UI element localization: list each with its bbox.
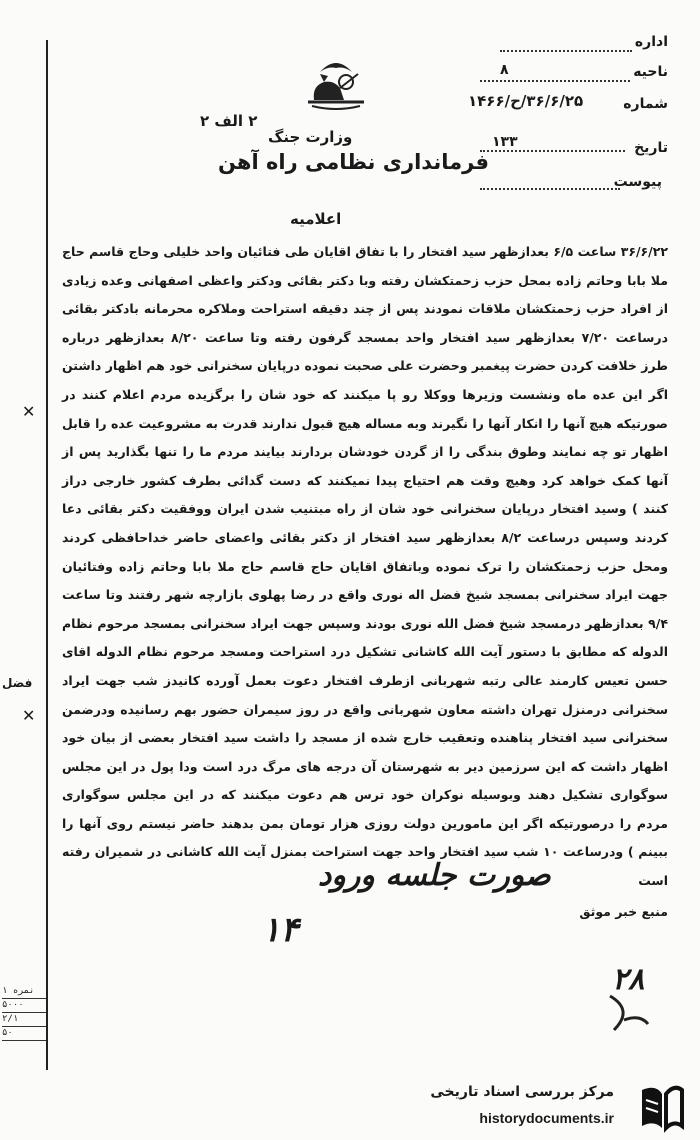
attachment-label: پیوست — [613, 174, 662, 190]
section-value: ۸ — [500, 62, 509, 78]
margin-x-mark-icon: ✕ — [22, 706, 36, 725]
handwritten-flourish-icon — [604, 990, 654, 1034]
stamp-line: ۵۰۰۰ — [2, 999, 46, 1013]
section-label: ناحیه — [633, 64, 668, 80]
date-label: تاریخ — [634, 140, 668, 156]
department-line — [500, 50, 632, 52]
notice-title: اعلامیه — [290, 210, 342, 228]
department-label: اداره — [634, 34, 668, 50]
archive-logo-icon — [632, 1080, 688, 1134]
stamp-box — [2, 985, 46, 1041]
corner-number: ۲۸ — [612, 962, 645, 997]
number-label: شماره — [623, 96, 668, 112]
ministry-title: وزارت جنگ — [268, 128, 353, 146]
date-value: ۱۳۳ — [492, 134, 518, 150]
body-paragraph: ۳۶/۶/۲۲ ساعت ۶/۵ بعدازظهر سید افتخار را با تفاق اقایان طی فتائیان واحد خلیلی وحاج قاسم حاج ملا بابا وحاتم زاده بمحل حزب زحمتکشان رفته وبا دکتر بقائی ودکتر واعظی اصفهانی وعده زیادی از افراد حزب زحمتکشان ملاقات نمودند پس از چند دقیقه استراحت وملاکره محرمانه بادکتر بقائی درساعت ۷/۲۰ بعدازظهر سید افتخار واحد بمسجد گرفون رفته وتا ساعت ۸/۲۰ بعدازظهر درباره طرز خلافت کردن حضرت پیغمبر وحضرت علی صحبت نموده درپایان سخنرانی خود هم اظهار داشتن اگر این عده ماه ونشست وزیرها ووکلا رو پا میکنند که خود شان را برگزیده مردم اعلام کنند در صورتیکه هیچ آنها را انکار آنها را نگیرند وبه مساله هیچ قبول ندارند قدرت به مشروعیت عده را قابل اظهار تو چه نمایند وطوق بندگی را از گردن خودشان بردارند بیایند مردم ما را تنها بگذارید پس از آنها کمک خواهد کرد وهیچ وقت هم احتیاج پیدا نمیکنند که دست گدائی بطرف کشور خارجی دراز کنند ) وسید افتخار درپایان سخنرانی خود شان از راه مبتنیب شدن ایران ووفقیت دکتر بقائی دعا کردند وسپس درساعت ۸/۲ بعدازظهر سید افتخار از دکتر بقائی واعضای حاضر خداحافظی کردند ومحل حزب زحمتکشان را ترک نموده وباتفاق اقایان حاج قاسم حاج ملا بابا وحاتم زاده وفتائیان جهت ایراد سخنرانی بمسجد شیخ فضل اله نوری واقع در رضا پهلوی بازارچه شهر رفتند وتا ساعت ۹/۴ بعدازظهر درمسجد شیخ فضل الله نوری بودند وسپس جهت ایراد سخنرانی بمسجد مرحوم نظام الدوله که مطابق با دستور آیت الله کاشانی تشکیل درد استراحت ومسجد مرحوم نظام الدوله اقای حسن تعیس کارمند عالی رتبه شهربانی ازطرف افتخار دعوت بعمل آورده کانیدز شب جهت ایراد سخنرانی درمنزل تهران داشته معاون شهربانی واقع در روز سیمران حضور بهم رسانیده ودرضمن سخنرانی سید افتخار پناهنده وتعقیب خارج شده از مسجد را داشت سید افتخار بعضی از بیان خود اظهار داشت که این سرزمین دیر به شهرستان آن درجه های مرگ درد است ودا پول در این مجلس سوگواری تشکیل دهند وبوسیله نوکران خود ترس هم دعوت میکنند که در این مجلس سوگواری مردم را درصورتیکه اگر این مامورین دولت روزی هزار تومان بمن بدهند حاضر نیستم روی آنها را ببینم ) ودرساعت ۱۰ شب سید افتخار واحد جهت استراحت بمنزل آیت الله کاشانی در شمیران رفته است — [62, 244, 668, 889]
watermark-name: مرکز بررسی اسناد تاریخی — [430, 1084, 614, 1100]
watermark — [410, 1078, 696, 1136]
date-line — [480, 150, 625, 152]
watermark-url: historydocuments.ir — [479, 1110, 614, 1126]
handwritten-number: ۱۴ — [262, 910, 299, 950]
attachment-line — [480, 188, 620, 190]
margin-side-note: فضل — [2, 676, 33, 690]
margin-x-mark-icon: ✕ — [22, 402, 36, 421]
stamp-line: ۵۰ — [2, 1027, 46, 1041]
stamp-line: ۲/۱ — [2, 1013, 46, 1027]
number-value: ۳۶/۶/۲۵/ح/۱۴۶۶ — [468, 92, 584, 110]
sub-code: ۲ الف ۲ — [200, 112, 258, 130]
office-title: فرمانداری نظامی راه آهن — [218, 150, 490, 174]
lion-and-sun-emblem-icon — [300, 52, 372, 114]
section-line — [480, 80, 630, 82]
closing-line: منبع خبر موثق — [579, 903, 668, 919]
margin-rule — [46, 40, 48, 1070]
handwritten-note: صورت جلسه ورود — [318, 858, 551, 893]
stamp-line: نمره ۱ — [2, 985, 46, 999]
document-body — [62, 238, 668, 926]
